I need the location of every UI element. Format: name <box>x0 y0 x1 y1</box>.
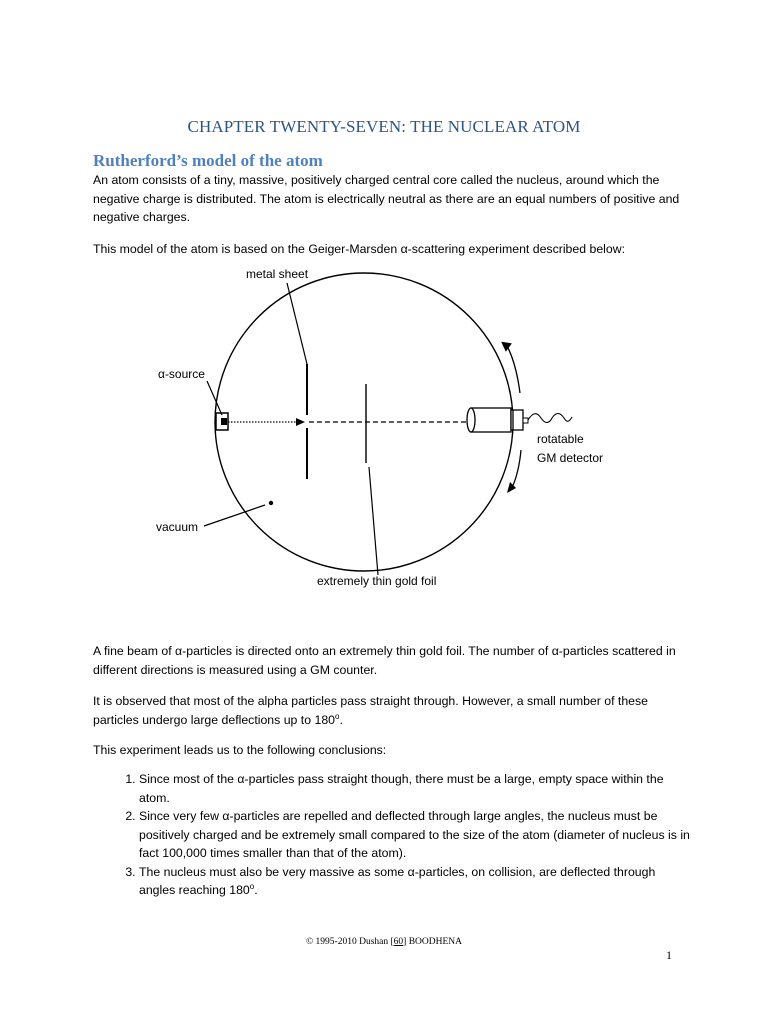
degree-superscript: o <box>249 882 255 891</box>
degree-superscript: o <box>335 711 340 721</box>
copyright-footer <box>0 937 768 947</box>
label-gm-detector: GM detector <box>537 451 604 465</box>
gm-detector <box>467 408 572 432</box>
page-number: 1 <box>666 948 672 962</box>
footer-bracket-close: ] <box>403 937 407 947</box>
rotation-arrow-down <box>512 450 521 488</box>
label-gold-foil: extremely thin gold foil <box>317 574 437 588</box>
label-alpha-source: α-source <box>158 367 205 381</box>
footer-initials: 60 <box>393 937 404 947</box>
conclusion-item: 2. Since very few α-particles are repelled and deflected through large angles, the nucleus must be positively charged and be extremely small compared to the size of the atom (diameter of nucleus is in fact 100,000 times smaller than that of the atom). <box>139 807 693 863</box>
observation-end: . <box>339 712 343 727</box>
vacuum-leader <box>204 505 265 526</box>
intro-paragraph: An atom consists of a tiny, massive, positively charged central core called the nucleus, around which the negative charge is distributed. The atom is electrically neutral as there are an equal numbers of positive and negative charges. <box>93 173 680 224</box>
model-sentence: This model of the atom is based on the Geiger-Marsden α-scattering experiment described below: <box>93 242 626 256</box>
metal-sheet-leader <box>287 283 307 364</box>
footer-prefix: © 1995-2010 Dushan <box>305 937 391 947</box>
conclusion-text: The nucleus must also be very massive as some α-particles, on collision, are deflected through angles reaching 180 <box>139 864 656 897</box>
chapter-title: CHAPTER TWENTY-SEVEN: THE NUCLEAR ATOM <box>187 117 581 136</box>
section-heading: Rutherford’s model of the atom <box>93 151 323 170</box>
label-metal-sheet: metal sheet <box>246 267 309 281</box>
footer-suffix: BOODHENA <box>406 937 463 947</box>
gold-foil-leader <box>369 467 378 575</box>
label-rotatable: rotatable <box>537 432 584 446</box>
beam-paragraph: A fine beam of α-particles is directed onto an extremely thin gold foil. The number of α-particles scattered in different directions is measured using a GM counter. <box>93 644 676 677</box>
label-vacuum: vacuum <box>156 520 199 534</box>
conclusion-end: . <box>254 883 258 897</box>
conclusions-intro: This experiment leads us to the following conclusions: <box>93 743 387 757</box>
footer-bracket-open: [ <box>390 937 394 947</box>
conclusion-item <box>139 863 693 900</box>
vacuum-dot <box>269 501 273 505</box>
conclusions-list <box>93 770 693 900</box>
observation-text: It is observed that most of the alpha particles pass straight through. However, a small number of these particles undergo large deflections up to 180 <box>93 694 649 727</box>
conclusion-item: 1. Since most of the α-particles pass straight though, there must be a large, empty space within the atom. <box>139 770 693 807</box>
observation-paragraph <box>93 692 683 729</box>
